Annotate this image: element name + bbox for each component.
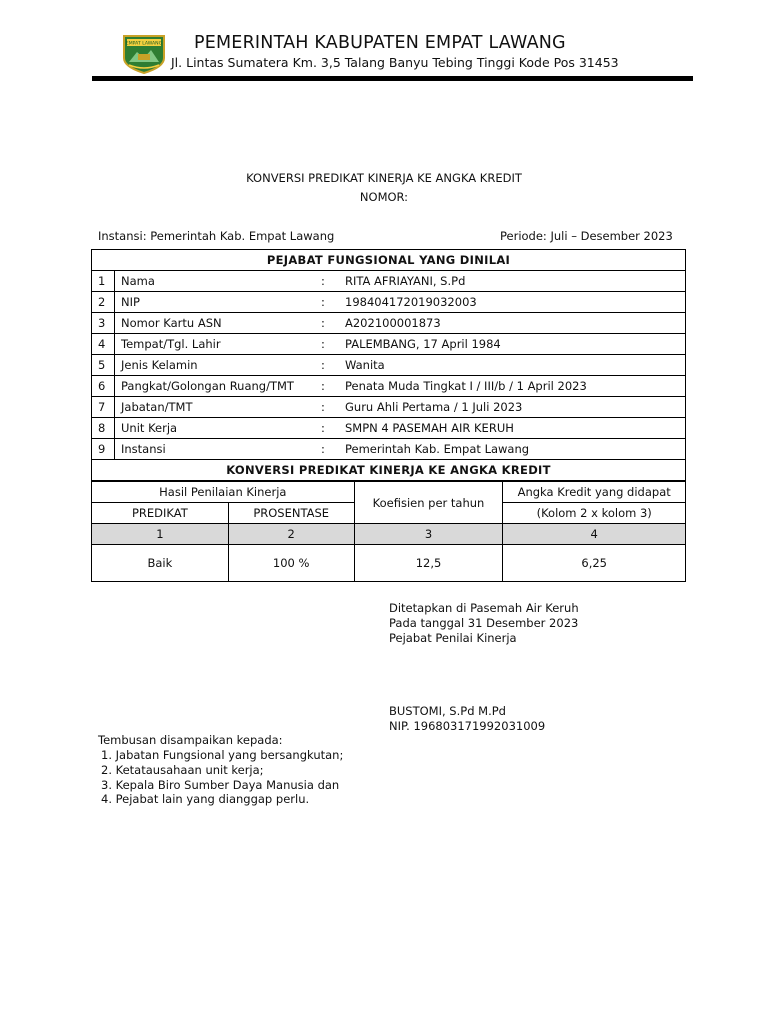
table-row — [92, 355, 686, 376]
table-row — [92, 397, 686, 418]
row-label: Nama — [115, 271, 322, 292]
row-number: 9 — [92, 439, 115, 460]
row-colon: : — [321, 418, 339, 439]
angka-kredit-value: 6,25 — [503, 545, 686, 582]
list-item: 2. Ketatausahaan unit kerja; — [101, 763, 264, 777]
konversi-heading: KONVERSI PREDIKAT KINERJA KE ANGKA KREDIT — [92, 460, 686, 481]
row-number: 8 — [92, 418, 115, 439]
row-label: NIP — [115, 292, 322, 313]
tembusan-heading: Tembusan disampaikan kepada: — [98, 733, 283, 747]
letterhead-title: PEMERINTAH KABUPATEN EMPAT LAWANG — [194, 33, 566, 53]
row-number: 3 — [92, 313, 115, 334]
kolom-note: (Kolom 2 x kolom 3) — [503, 503, 686, 524]
row-colon: : — [321, 292, 339, 313]
periode-label: Periode: Juli – Desember 2023 — [500, 229, 673, 243]
list-item: 4. Pejabat lain yang dianggap perlu. — [101, 792, 310, 806]
row-number: 2 — [92, 292, 115, 313]
letterhead-address: Jl. Lintas Sumatera Km. 3,5 Talang Banyu Tebing Tinggi Kode Pos 31453 — [171, 55, 619, 70]
row-colon: : — [321, 334, 339, 355]
row-value: PALEMBANG, 17 April 1984 — [339, 334, 686, 355]
table-row — [92, 376, 686, 397]
table-row — [92, 545, 686, 582]
konversi-table — [91, 481, 686, 582]
angka-kredit-header: Angka Kredit yang didapat — [503, 482, 686, 503]
row-value: Wanita — [339, 355, 686, 376]
table-row — [92, 418, 686, 439]
hasil-header: Hasil Penilaian Kinerja — [92, 482, 355, 503]
document-number: NOMOR: — [359, 190, 409, 204]
table-row — [92, 439, 686, 460]
sign-date: Pada tanggal 31 Desember 2023 — [389, 616, 579, 630]
koefisien-header: Koefisien per tahun — [354, 482, 503, 524]
row-label: Tempat/Tgl. Lahir — [115, 334, 322, 355]
table-row — [92, 271, 686, 292]
row-value: SMPN 4 PASEMAH AIR KERUH — [339, 418, 686, 439]
sign-role: Pejabat Penilai Kinerja — [389, 631, 517, 645]
column-number: 3 — [354, 524, 503, 545]
row-number: 4 — [92, 334, 115, 355]
list-item: 3. Kepala Biro Sumber Daya Manusia dan — [101, 778, 340, 792]
predikat-value: Baik — [92, 545, 229, 582]
signatory-name: BUSTOMI, S.Pd M.Pd — [389, 704, 506, 718]
regency-logo — [121, 34, 167, 74]
prosentase-header: PROSENTASE — [228, 503, 354, 524]
letterhead-divider — [92, 76, 693, 81]
table-row — [92, 334, 686, 355]
row-value: Pemerintah Kab. Empat Lawang — [339, 439, 686, 460]
row-colon: : — [321, 355, 339, 376]
row-colon: : — [321, 376, 339, 397]
row-label: Nomor Kartu ASN — [115, 313, 322, 334]
instansi-label: Instansi: Pemerintah Kab. Empat Lawang — [98, 229, 335, 243]
row-colon: : — [321, 439, 339, 460]
row-value: 198404172019032003 — [339, 292, 686, 313]
row-label: Instansi — [115, 439, 322, 460]
row-number: 1 — [92, 271, 115, 292]
list-item: 1. Jabatan Fungsional yang bersangkutan; — [101, 748, 344, 762]
predikat-header: PREDIKAT — [92, 503, 229, 524]
column-number: 1 — [92, 524, 229, 545]
row-colon: : — [321, 271, 339, 292]
row-label: Unit Kerja — [115, 418, 322, 439]
row-number: 6 — [92, 376, 115, 397]
logo-text: EMPAT LAWANG — [125, 41, 163, 47]
column-number: 2 — [228, 524, 354, 545]
document-title: KONVERSI PREDIKAT KINERJA KE ANGKA KREDIT — [246, 171, 522, 185]
row-value: A202100001873 — [339, 313, 686, 334]
sign-place: Ditetapkan di Pasemah Air Keruh — [389, 601, 579, 615]
prosentase-value: 100 % — [228, 545, 354, 582]
table-row — [92, 292, 686, 313]
row-number: 5 — [92, 355, 115, 376]
pejabat-heading: PEJABAT FUNGSIONAL YANG DINILAI — [92, 250, 686, 271]
row-value: Penata Muda Tingkat I / III/b / 1 April 2023 — [339, 376, 686, 397]
signatory-nip: NIP. 196803171992031009 — [389, 719, 546, 733]
table-row — [92, 313, 686, 334]
row-value: Guru Ahli Pertama / 1 Juli 2023 — [339, 397, 686, 418]
koefisien-value: 12,5 — [354, 545, 503, 582]
row-value: RITA AFRIAYANI, S.Pd — [339, 271, 686, 292]
row-label: Jabatan/TMT — [115, 397, 322, 418]
column-number: 4 — [503, 524, 686, 545]
row-label: Jenis Kelamin — [115, 355, 322, 376]
row-colon: : — [321, 397, 339, 418]
row-number: 7 — [92, 397, 115, 418]
pejabat-table — [91, 249, 686, 481]
row-colon: : — [321, 313, 339, 334]
row-label: Pangkat/Golongan Ruang/TMT — [115, 376, 322, 397]
